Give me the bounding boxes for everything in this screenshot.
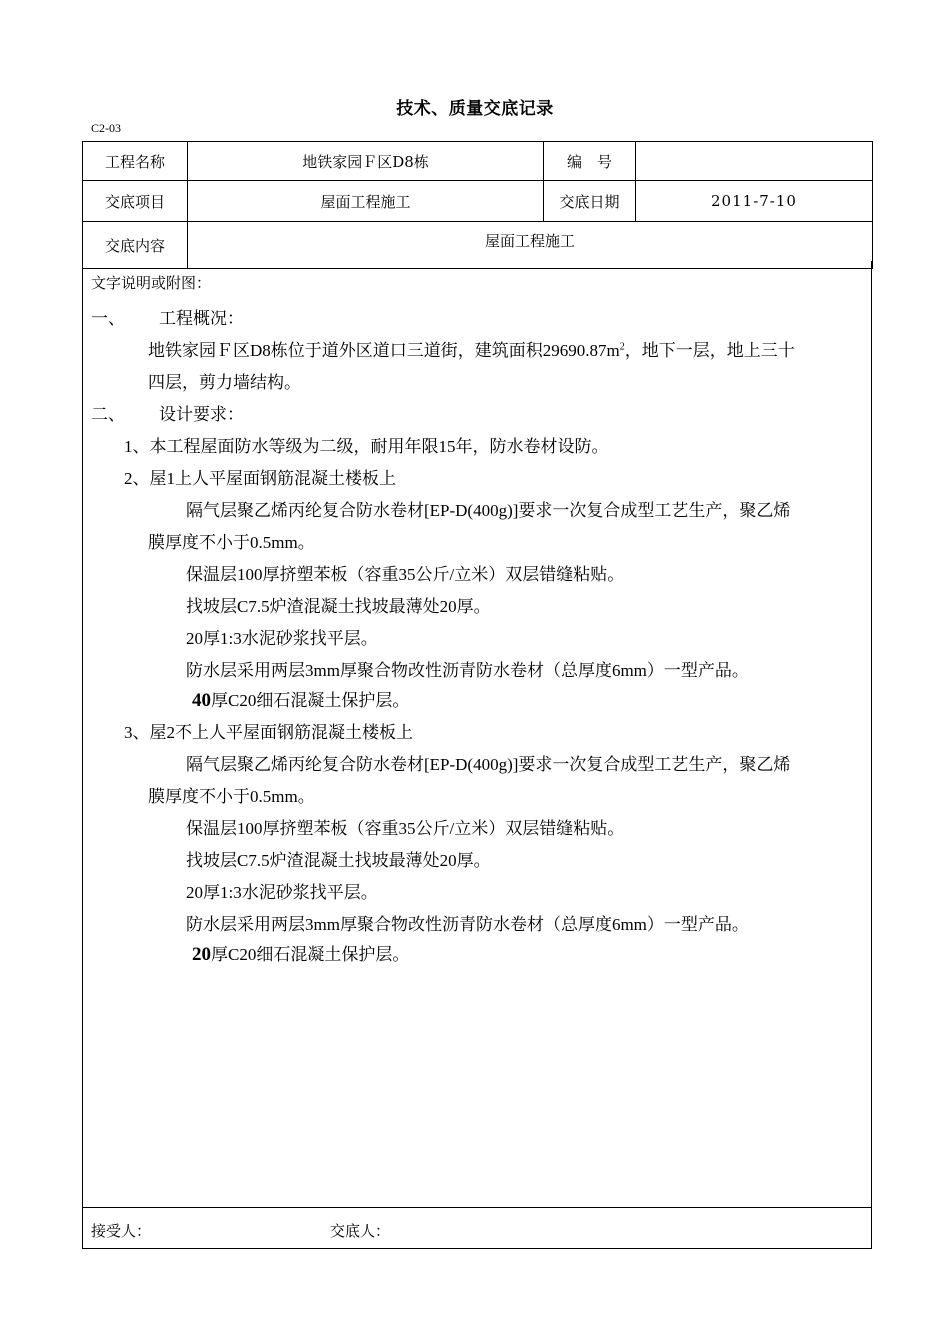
number-value: [636, 142, 873, 181]
receiver-label: 接受人：: [91, 1224, 152, 1240]
item-2-leveling-layer: 20厚1:3水泥砂浆找平层。: [186, 629, 378, 648]
item-3-vapor-barrier: 隔气层聚乙烯丙纶复合防水卷材[EP-D(400g)]要求一次复合成型工艺生产，聚乙烯: [186, 755, 791, 774]
item-3-leveling-layer: 20厚1:3水泥砂浆找平层。: [186, 883, 378, 902]
project-name-value: 地铁家园Ｆ区D8栋: [188, 142, 544, 181]
item-2: 2、屋1上人平屋面钢筋混凝土楼板上: [124, 469, 396, 488]
overview-line-1: [148, 336, 795, 361]
item-3-vapor-barrier-cont: 膜厚度不小于0.5mm。: [148, 787, 315, 806]
item-3-waterproof-layer: 防水层采用两层3mm厚聚合物改性沥青防水卷材（总厚度6mm）一型产品。: [186, 915, 749, 934]
item-3-insulation: 保温层100厚挤塑苯板（容重35公斤/立米）双层错缝粘贴。: [186, 819, 625, 838]
giver-label: 交底人：: [330, 1224, 391, 1240]
number-label: 编 号: [544, 142, 636, 181]
content-value: 屋面工程施工: [188, 222, 873, 269]
area-unit-superscript: 2: [619, 341, 625, 353]
header-table: [82, 141, 873, 269]
form-code: C2-03: [91, 121, 121, 135]
item-2-protective-layer: [192, 686, 409, 712]
item-label: 交底项目: [83, 181, 188, 222]
item-3-slope-layer: 找坡层C7.5炉渣混凝土找坡最薄处20厚。: [186, 851, 491, 870]
item-2-protective-text: 厚C20细石混凝土保护层。: [211, 691, 410, 710]
item-3-protective-text: 厚C20细石混凝土保护层。: [211, 945, 410, 964]
item-2-waterproof-layer: 防水层采用两层3mm厚聚合物改性沥青防水卷材（总厚度6mm）一型产品。: [186, 661, 749, 680]
item-3: 3、屋2不上人平屋面钢筋混凝土楼板上: [124, 723, 413, 742]
intro-text: 文字说明或附图：: [91, 276, 212, 292]
item-3-protective-layer: [192, 940, 409, 966]
item-value: 屋面工程施工: [188, 181, 544, 222]
section-2-number: 二、: [91, 405, 125, 424]
item-2-vapor-barrier-cont: 膜厚度不小于0.5mm。: [148, 533, 315, 552]
section-2-title: 设计要求：: [159, 405, 244, 424]
item-1: 1、本工程屋面防水等级为二级，耐用年限15年，防水卷材设防。: [124, 437, 609, 456]
overview-line-2: 四层，剪力墙结构。: [148, 373, 301, 392]
item-3-protective-thickness: 20: [192, 944, 211, 965]
content-label: 交底内容: [83, 222, 188, 269]
signature-row: [82, 1207, 872, 1249]
date-label: 交底日期: [544, 181, 636, 222]
section-1-number: 一、: [91, 309, 125, 328]
item-2-protective-thickness: 40: [192, 690, 211, 711]
date-value: 2011-7-10: [636, 181, 873, 222]
section-1-title: 工程概况：: [159, 309, 244, 328]
project-name-label: 工程名称: [83, 142, 188, 181]
item-2-vapor-barrier: 隔气层聚乙烯丙纶复合防水卷材[EP-D(400g)]要求一次复合成型工艺生产，聚乙烯: [186, 501, 791, 520]
item-2-slope-layer: 找坡层C7.5炉渣混凝土找坡最薄处20厚。: [186, 597, 491, 616]
page-title: 技术、质量交底记录: [396, 99, 554, 119]
overview-text-a: 地铁家园Ｆ区D8栋位于道外区道口三道街，建筑面积29690.87m: [148, 341, 620, 360]
item-2-insulation: 保温层100厚挤塑苯板（容重35公斤/立米）双层错缝粘贴。: [186, 565, 625, 584]
overview-text-b: ，地下一层，地上三十: [624, 341, 795, 360]
